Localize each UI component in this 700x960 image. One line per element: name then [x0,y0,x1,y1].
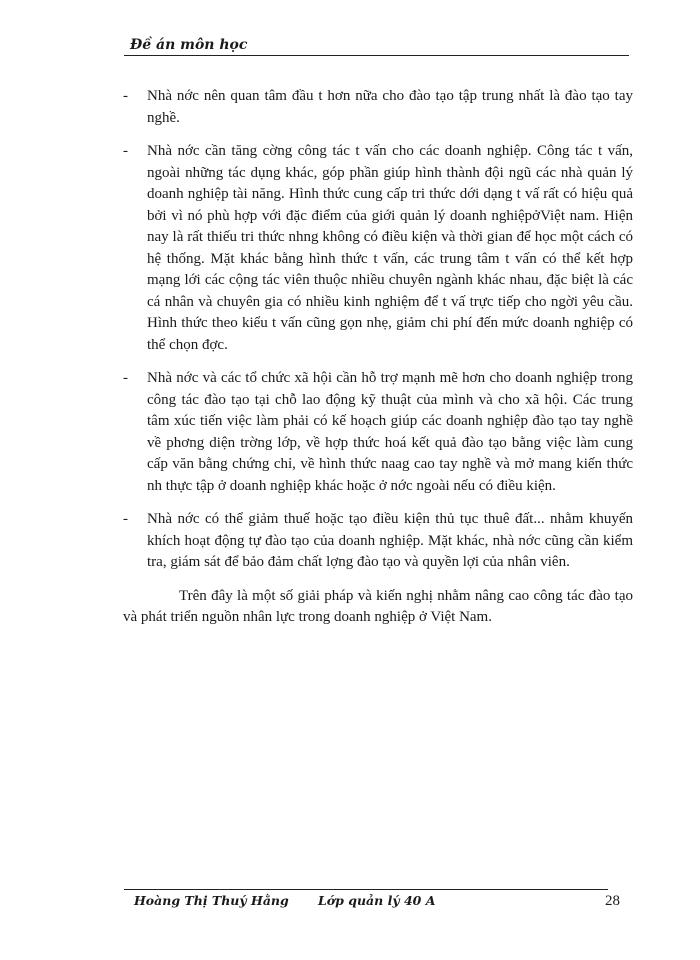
bullet-text: Nhà nớc và các tổ chức xã hội cần hỗ trợ mạnh mẽ hơn cho doanh nghiệp trong công tác đào tạo tại chỗ lao động kỹ thuật của mình và cho xã hội. Các trung tâm xúc tiến việc làm phải có kế hoạch giúp các doanh nghiệp đào tạo tay nghề về phơng diện trờng lớp, về hợp thức hoá kết quả đào tạo bằng việc làm cung cấp văn bằng chứng chỉ, về hình thức naag cao tay nghề và mở mang kiến thức nh thực tập ở doanh nghiệp khác hoặc ở nớc ngoài nếu có điều kiện. [147,370,633,494]
bullet-item [123,86,633,129]
bullet-text: Nhà nớc nên quan tâm đầu t hơn nữa cho đào tạo tập trung nhất là đào tạo tay nghề. [147,88,633,126]
header-title: Đề án môn học [130,37,248,53]
bullet-text: Nhà nớc có thể giảm thuế hoặc tạo điều kiện thủ tục thuê đất... nhằm khuyến khích hoạt động tự đào tạo của doanh nghiệp. Mặt khác, nhà nớc cũng cần kiểm tra, giám sát để bảo đảm chất lợng đào tạo và quyền lợi của nhân viên. [147,511,633,570]
bullet-item [123,141,633,356]
page-number: 28 [605,893,620,909]
footer-class: Lớp quản lý 40 A [318,893,436,908]
bullet-item [123,509,633,574]
body-text [123,86,633,629]
header-rule [124,55,629,56]
bullet-marker: - [123,511,128,527]
footer-rule [124,889,608,890]
bullet-marker: - [123,143,128,159]
footer-author: Hoàng Thị Thuý Hằng [134,893,289,908]
closing-paragraph: Trên đây là một số giải pháp và kiến nghị nhằm nâng cao công tác đào tạo và phát triển nguồn nhân lực trong doanh nghiệp ở Việt Nam. [123,587,633,625]
bullet-item [123,368,633,497]
bullet-marker: - [123,88,128,104]
bullet-text: Nhà nớc cần tăng cờng công tác t vấn cho các doanh nghiệp. Công tác t vấn, ngoài những tác dụng khác, góp phần giúp hình thành đội ngũ các nhà quản lý doanh nghiệp tài năng. Hình thức cung cấp tri thức dới dạng t vấ rất có hiệu quả bởi vì nó phù hợp với đặc điểm của giới quản lý doanh nghiệpởViệt nam. Hiện nay là rất thiếu tri thức nhng không có điều kiện và thời gian để học một cách có hệ thống. Mặt khác bằng hình thức t vấn, các trung tâm t vấn có thể kết hợp mạng lới các cộng tác viên thuộc nhiều chuyên ngành khác nhau, đặc biệt là các cá nhân và chuyên gia có nhiều kinh nghiệm để t vấ trực tiếp cho ngời yêu cầu. Hình thức theo kiểu t vấn cũng gọn nhẹ, giảm chi phí đến mức doanh nghiệp có thể chọn đợc. [147,143,633,353]
bullet-marker: - [123,370,128,386]
